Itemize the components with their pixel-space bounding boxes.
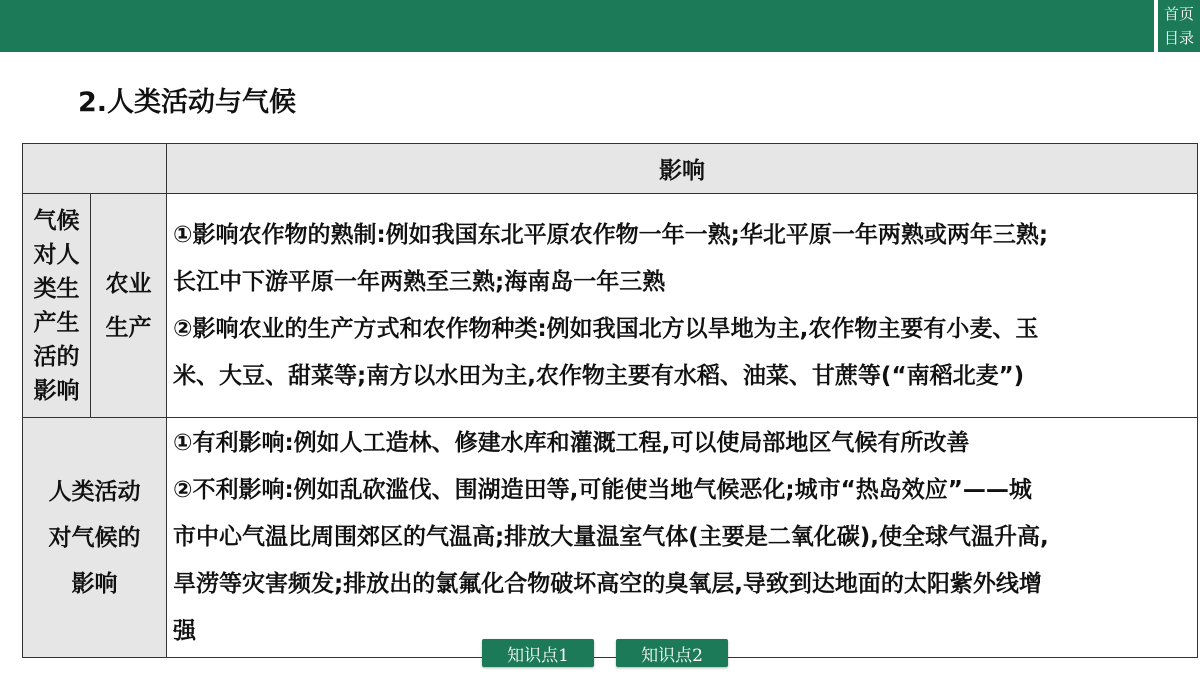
row1-label-line: 产生 [33, 309, 80, 336]
knowledge-point-1-button[interactable]: 知识点1 [482, 639, 594, 667]
row1-content-line: 米、大豆、甜菜等;南方以水田为主,农作物主要有水稻、油菜、甘蔗等(“南稻北麦”) [173, 362, 1025, 389]
row2-label [23, 418, 167, 658]
row1-label [23, 194, 91, 418]
row1-content-line: ①影响农作物的熟制:例如我国东北平原农作物一年一熟;华北平原一年两熟或两年三熟; [173, 221, 1049, 248]
row1-content-line: ②影响农业的生产方式和农作物种类:例如我国北方以旱地为主,农作物主要有小麦、玉 [173, 315, 1039, 342]
section-title: 2.人类活动与气候 [78, 87, 297, 118]
row2-label-line: 人类活动 [48, 478, 141, 505]
nav-box [1158, 0, 1200, 52]
row1-content-line: 长江中下游平原一年两熟至三熟;海南岛一年三熟 [173, 268, 666, 295]
toc-link[interactable]: 目录 [1163, 29, 1194, 47]
climate-impact-table [22, 143, 1198, 658]
row2-content-line: 旱涝等灾害频发;排放出的氯氟化合物破坏高空的臭氧层,导致到达地面的太阳紫外线增 [173, 571, 1042, 597]
knowledge-point-2-button[interactable]: 知识点2 [616, 639, 728, 667]
row2-content-line: 市中心气温比周围郊区的气温高;排放大量温室气体(主要是二氧化碳),使全球气温升高, [173, 524, 1049, 550]
row1-label-line: 影响 [33, 377, 80, 404]
header-empty-cell [23, 144, 167, 194]
row2-content-line: ①有利影响:例如人工造林、修建水库和灌溉工程,可以使局部地区气候有所改善 [173, 430, 970, 456]
row1-content [167, 194, 1198, 418]
table-row [23, 418, 1198, 658]
home-link[interactable]: 首页 [1163, 5, 1194, 23]
row2-label-line: 对气候的 [48, 524, 141, 551]
row1-label-line: 类生 [33, 275, 80, 302]
row1-label-line: 活的 [33, 343, 80, 370]
row1-label-line: 气候 [33, 207, 80, 234]
row2-label-line: 影响 [71, 570, 118, 597]
table-row [23, 194, 1198, 418]
row2-content-line: 强 [173, 618, 196, 644]
row1-sublabel-line: 农业 [105, 270, 152, 297]
header-cell-impact: 影响 [167, 144, 1198, 194]
table-header-row [23, 144, 1198, 194]
row1-label-line: 对人 [33, 241, 80, 268]
row2-content [167, 418, 1198, 658]
top-banner [0, 0, 1154, 52]
row1-sublabel-line: 生产 [105, 314, 152, 341]
row2-content-line: ②不利影响:例如乱砍滥伐、围湖造田等,可能使当地气候恶化;城市“热岛效应”——城 [173, 477, 1032, 503]
row1-sublabel [91, 194, 167, 418]
